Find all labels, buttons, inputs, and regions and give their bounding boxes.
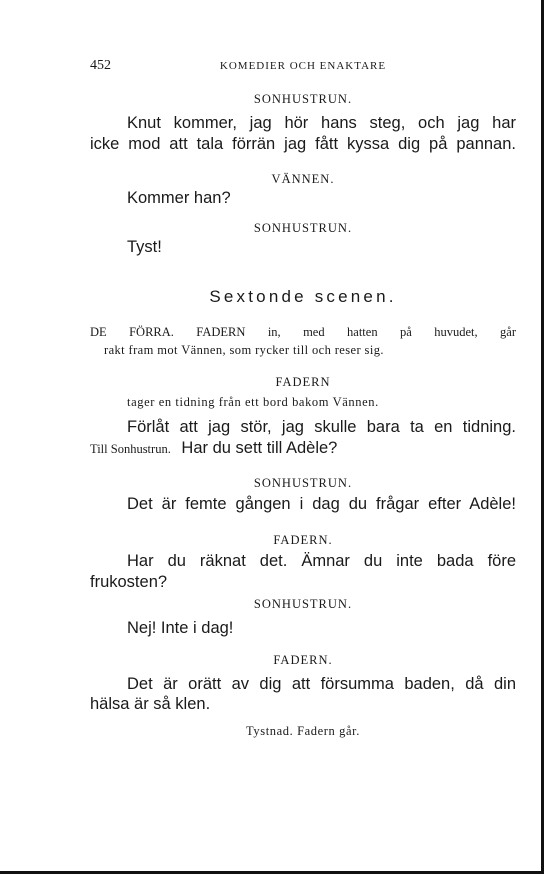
speech-line: Det är orätt av dig att försumma baden, då din [127,675,516,693]
speaker-sonhustrun: SONHUSTRUN. [253,597,353,611]
page-number: 452 [90,58,111,73]
speaker-sonhustrun: SONHUSTRUN. [253,221,353,235]
speech-inline: Har du sett till Adèle? [181,439,338,457]
stage-direction-inline: Till Sonhustrun. [90,442,171,456]
scene-title: Sextonde scenen. [209,287,397,306]
speech-line: hälsa är så klen. [90,695,211,713]
speaker-fadern: FADERN. [273,533,333,547]
speaker-fadern: FADERN [275,375,331,389]
stage-direction: Tystnad. Fadern går. [246,724,360,738]
speech-line: Knut kommer, jag hör hans steg, och jag har [127,114,516,132]
speaker-sonhustrun: SONHUSTRUN. [253,476,353,490]
running-head: KOMEDIER OCH ENAKTARE [219,60,387,72]
stage-direction: tager en tidning från ett bord bakom Vännen. [127,395,379,409]
stage-direction: rakt fram mot Vännen, som rycker till och reser sig. [104,343,384,357]
speech-line: Har du räknat det. Ämnar du inte bada före [127,552,516,570]
speaker-fadern: FADERN. [273,653,333,667]
speech-line: icke mod att tala förrän jag fått kyssa dig på pannan. [90,135,516,153]
speech-line: Kommer han? [127,189,231,207]
speaker-vannen: VÄNNEN. [271,172,335,186]
speaker-sonhustrun: SONHUSTRUN. [253,92,353,106]
stage-direction: DE FÖRRA. FADERN in, med hatten på huvudet, går [90,325,516,339]
speech-line: Förlåt att jag stör, jag skulle bara ta en tidning. [127,418,516,436]
speech-line: Tyst! [127,238,162,256]
speech-line-with-stage [90,438,516,460]
speech-line: Nej! Inte i dag! [127,619,234,637]
speech-line: frukosten? [90,573,168,591]
speech-line: Det är femte gången i dag du frågar efter Adèle! [127,495,516,513]
